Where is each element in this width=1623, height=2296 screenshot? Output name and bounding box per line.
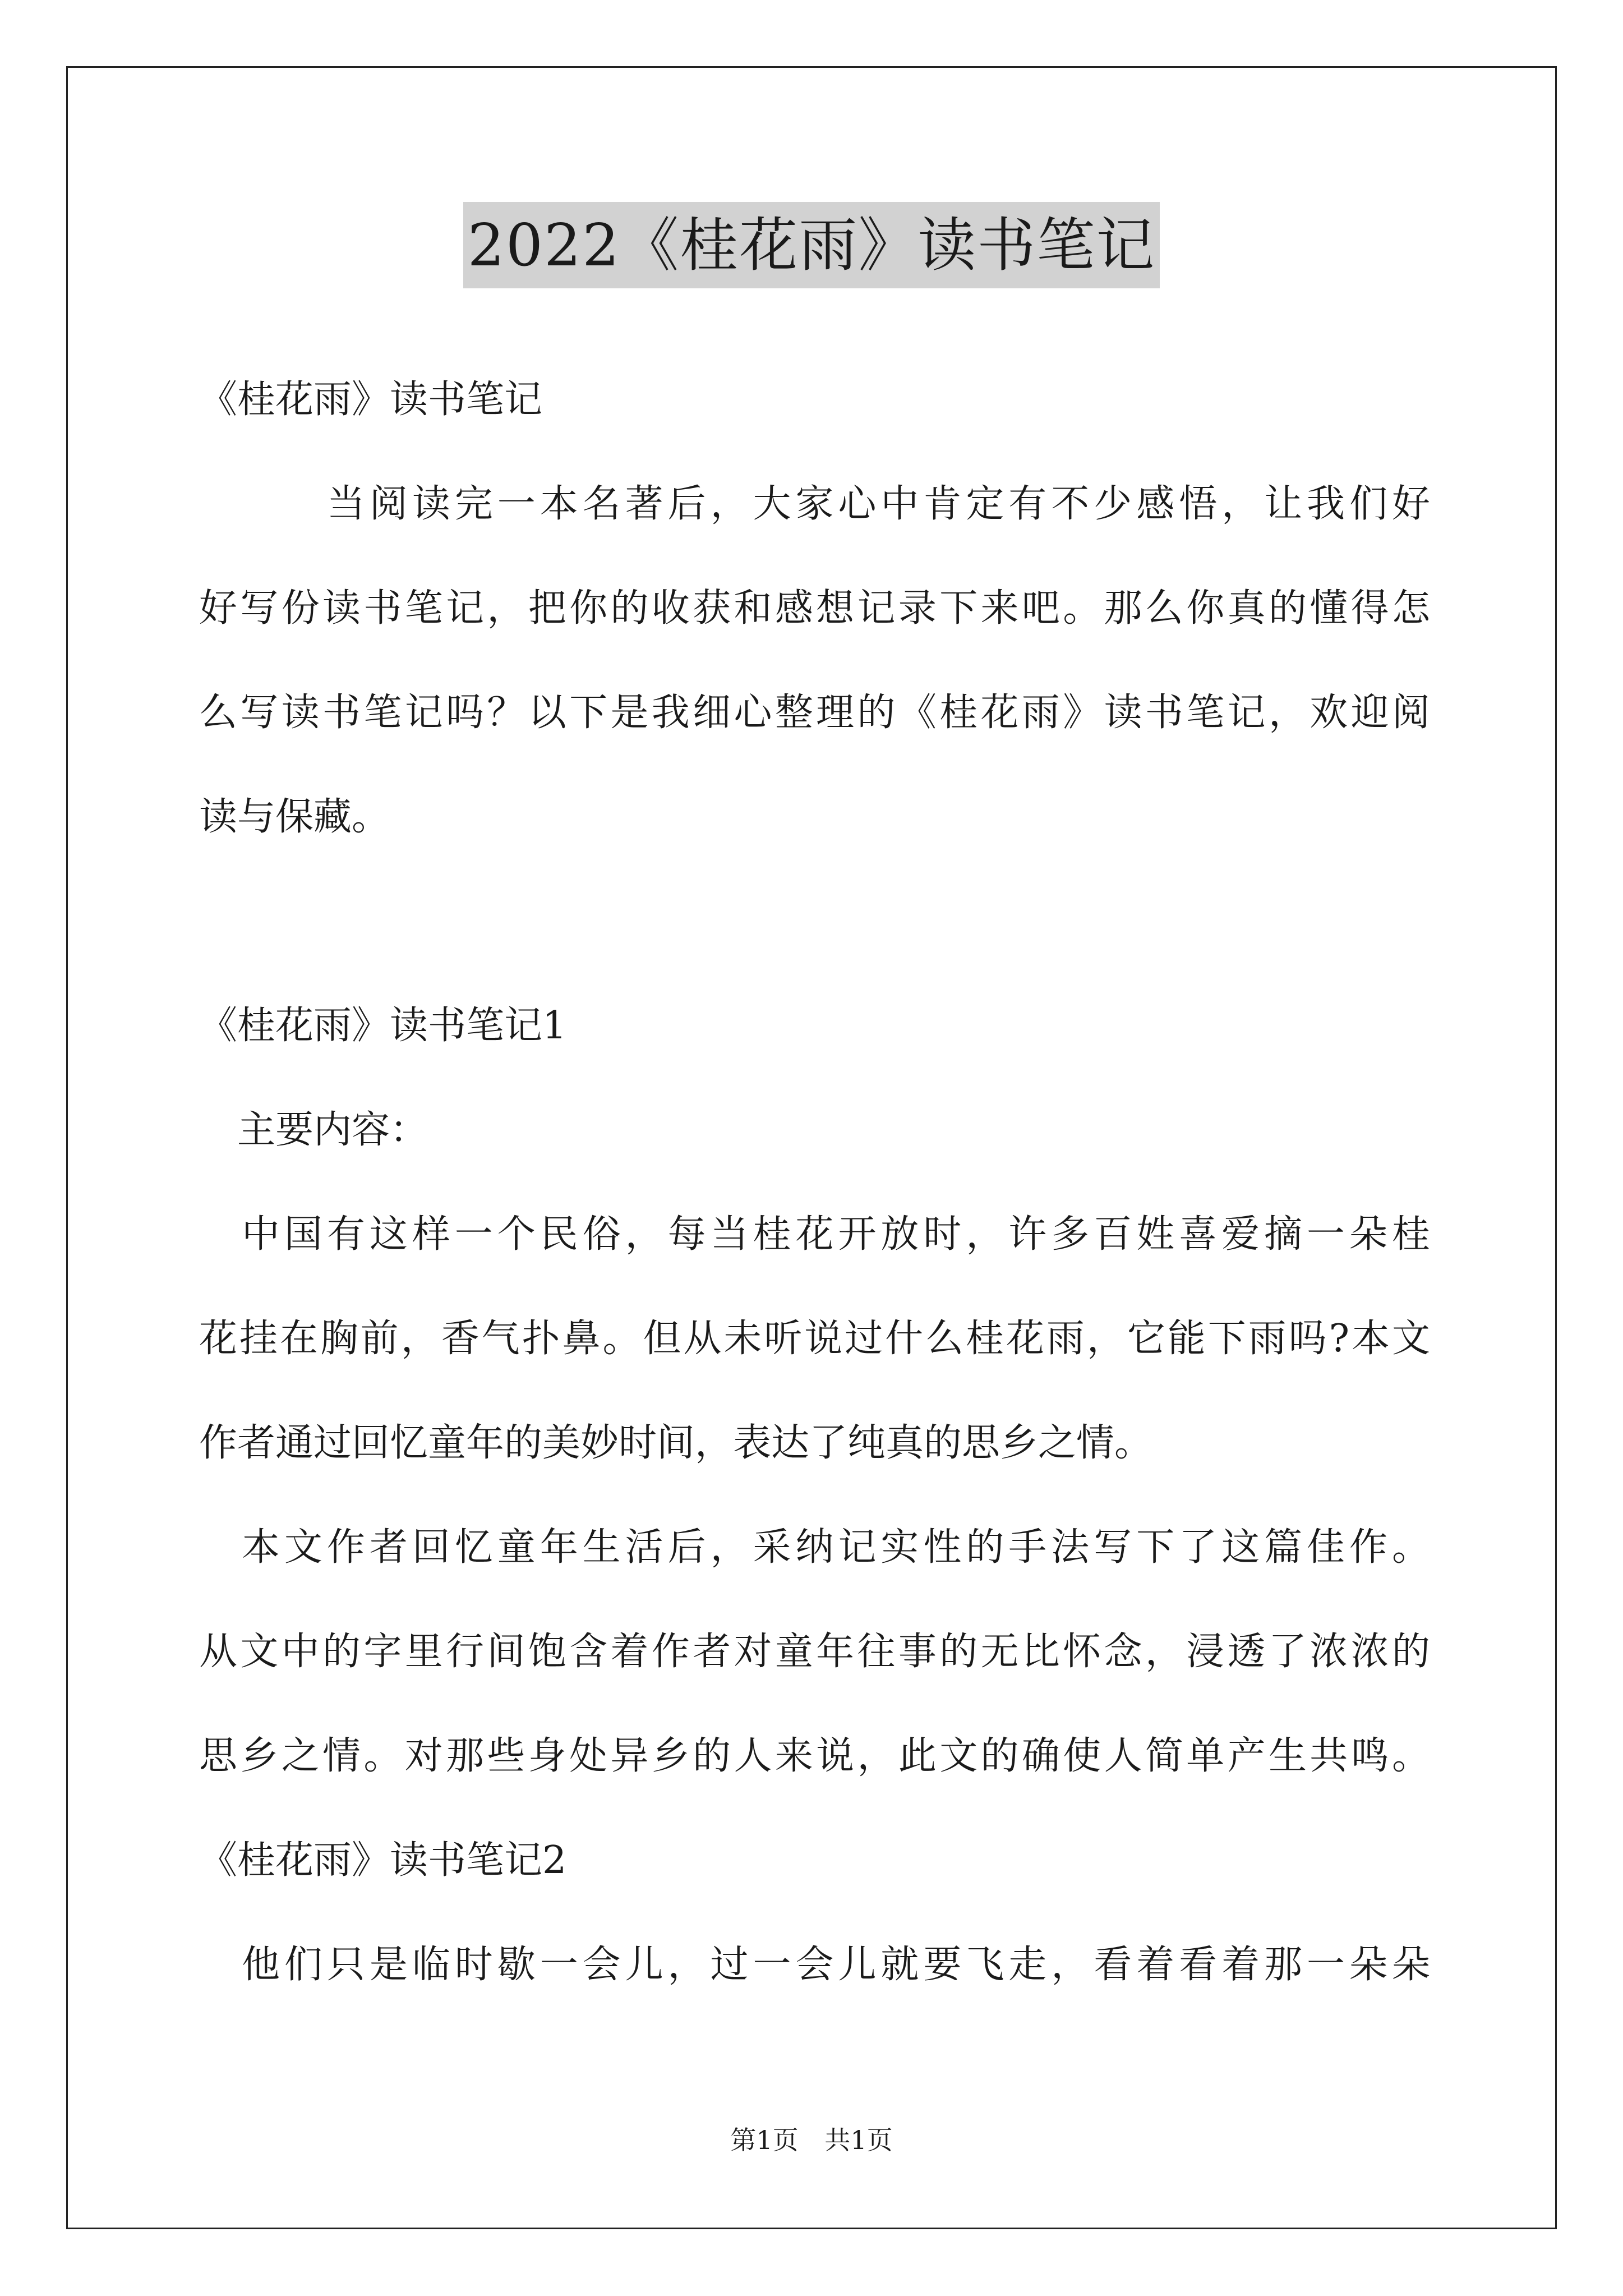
- title-wrap: [0, 202, 1623, 288]
- page-number: 第1页: [730, 2125, 799, 2155]
- document-body: [199, 348, 1430, 2017]
- page-footer: [0, 2123, 1623, 2157]
- paragraph-line: 他们只是临时歇一会儿，过一会儿就要飞走，看着看着那一朵朵: [199, 1943, 1430, 1987]
- subtitle-line: 《桂花雨》读书笔记: [199, 378, 543, 422]
- intro-line-3: 么写读书笔记吗？以下是我细心整理的《桂花雨》读书笔记，欢迎阅: [199, 691, 1430, 735]
- intro-line-1: 当阅读完一本名著后，大家心中肯定有不少感悟，让我们好: [199, 482, 1430, 526]
- paragraph-line: 作者通过回忆童年的美妙时间，表达了纯真的思乡之情。: [199, 1421, 1153, 1465]
- paragraph-line: 本文作者回忆童年生活后，采纳记实性的手法写下了这篇佳作。: [199, 1525, 1430, 1570]
- intro-line-4: 读与保藏。: [199, 795, 390, 839]
- section-heading-2: 《桂花雨》读书笔记2: [199, 1838, 567, 1883]
- document-title: 2022《桂花雨》读书笔记: [463, 202, 1160, 288]
- main-content-label: 主要内容：: [199, 1108, 428, 1152]
- paragraph-line: 花挂在胸前，香气扑鼻。但从未听说过什么桂花雨，它能下雨吗?本文: [199, 1317, 1430, 1361]
- page-total: 共1页: [824, 2125, 893, 2155]
- intro-line-2: 好写份读书笔记，把你的收获和感想记录下来吧。那么你真的懂得怎: [199, 586, 1430, 631]
- blank-line: [199, 869, 1430, 974]
- paragraph-line: 思乡之情。对那些身处异乡的人来说，此文的确使人简单产生共鸣。: [199, 1734, 1430, 1778]
- paragraph-line: 从文中的字里行间饱含着作者对童年往事的无比怀念，浸透了浓浓的: [199, 1630, 1430, 1674]
- paragraph-line: 中国有这样一个民俗，每当桂花开放时，许多百姓喜爱摘一朵桂: [199, 1212, 1430, 1257]
- section-heading-1: 《桂花雨》读书笔记1: [199, 1004, 567, 1048]
